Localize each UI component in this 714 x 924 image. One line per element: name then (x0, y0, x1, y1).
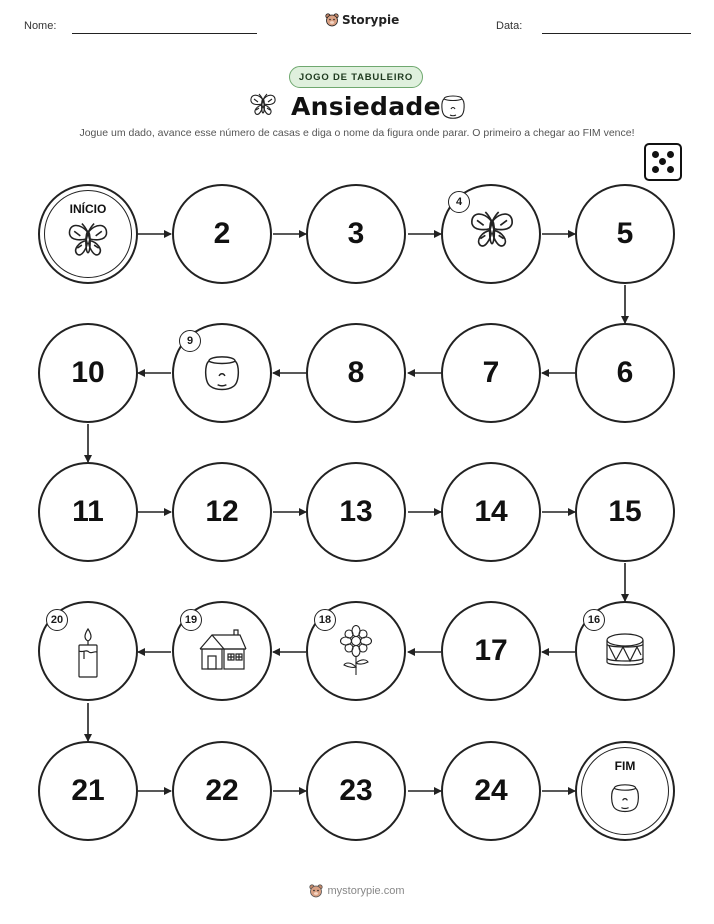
face-icon (607, 779, 643, 817)
space-number: 7 (482, 356, 500, 389)
space-5[interactable] (575, 184, 675, 284)
space-number: 24 (474, 774, 508, 807)
space-number: 2 (213, 217, 231, 250)
space-14[interactable] (441, 462, 541, 562)
space-number: 23 (339, 774, 373, 807)
space-15[interactable] (575, 462, 675, 562)
footer-url[interactable]: mystorypie.com (327, 885, 405, 897)
space-3[interactable] (306, 184, 406, 284)
flower-icon (336, 625, 376, 677)
game-type-badge: JOGO DE TABULEIRO (289, 66, 423, 88)
finish-label: FIM (614, 759, 636, 773)
date-label: Data: (496, 20, 523, 32)
brand-name: Storypie (342, 13, 400, 27)
space-number: 6 (616, 356, 634, 389)
space-number-badge: 16 (583, 609, 605, 631)
instructions: Jogue um dado, avance esse número de casas e diga o nome da figura onde parar. O primeiro a chegar ao FIM vence! (79, 127, 635, 139)
space-number: 5 (616, 217, 634, 250)
space-number: 10 (71, 356, 105, 389)
space-13[interactable] (306, 462, 406, 562)
start-label: INÍCIO (69, 202, 107, 216)
drum-icon (603, 630, 647, 674)
space-number-badge: 18 (314, 609, 336, 631)
space-number: 21 (71, 774, 105, 807)
space-number-badge: 4 (448, 191, 470, 213)
space-12[interactable] (172, 462, 272, 562)
space-7[interactable] (441, 323, 541, 423)
face-icon (200, 351, 244, 395)
butterfly-icon (65, 222, 111, 262)
bear-icon (309, 884, 323, 898)
space-number: 14 (474, 495, 508, 528)
space-21[interactable] (38, 741, 138, 841)
space-number: 12 (205, 495, 239, 528)
space-8[interactable] (306, 323, 406, 423)
space-23[interactable] (306, 741, 406, 841)
space-24[interactable] (441, 741, 541, 841)
footer (0, 884, 714, 898)
space-2[interactable] (172, 184, 272, 284)
space-17[interactable] (441, 601, 541, 701)
space-number: 15 (608, 495, 642, 528)
space-number: 17 (474, 634, 508, 667)
space-10[interactable] (38, 323, 138, 423)
space-start[interactable] (38, 184, 138, 284)
candle-icon (74, 627, 102, 681)
name-label: Nome: (24, 20, 57, 32)
space-number-badge: 20 (46, 609, 68, 631)
space-number-badge: 9 (179, 330, 201, 352)
space-number: 13 (339, 495, 373, 528)
space-finish[interactable] (575, 741, 675, 841)
space-11[interactable] (38, 462, 138, 562)
page-title: Ansiedade (291, 92, 441, 121)
space-number: 11 (72, 495, 104, 528)
space-number: 3 (347, 217, 365, 250)
space-number: 8 (347, 356, 365, 389)
space-6[interactable] (575, 323, 675, 423)
space-number: 22 (205, 774, 239, 807)
space-22[interactable] (172, 741, 272, 841)
butterfly-icon (467, 210, 517, 254)
space-number-badge: 19 (180, 609, 202, 631)
house-icon (196, 629, 248, 673)
